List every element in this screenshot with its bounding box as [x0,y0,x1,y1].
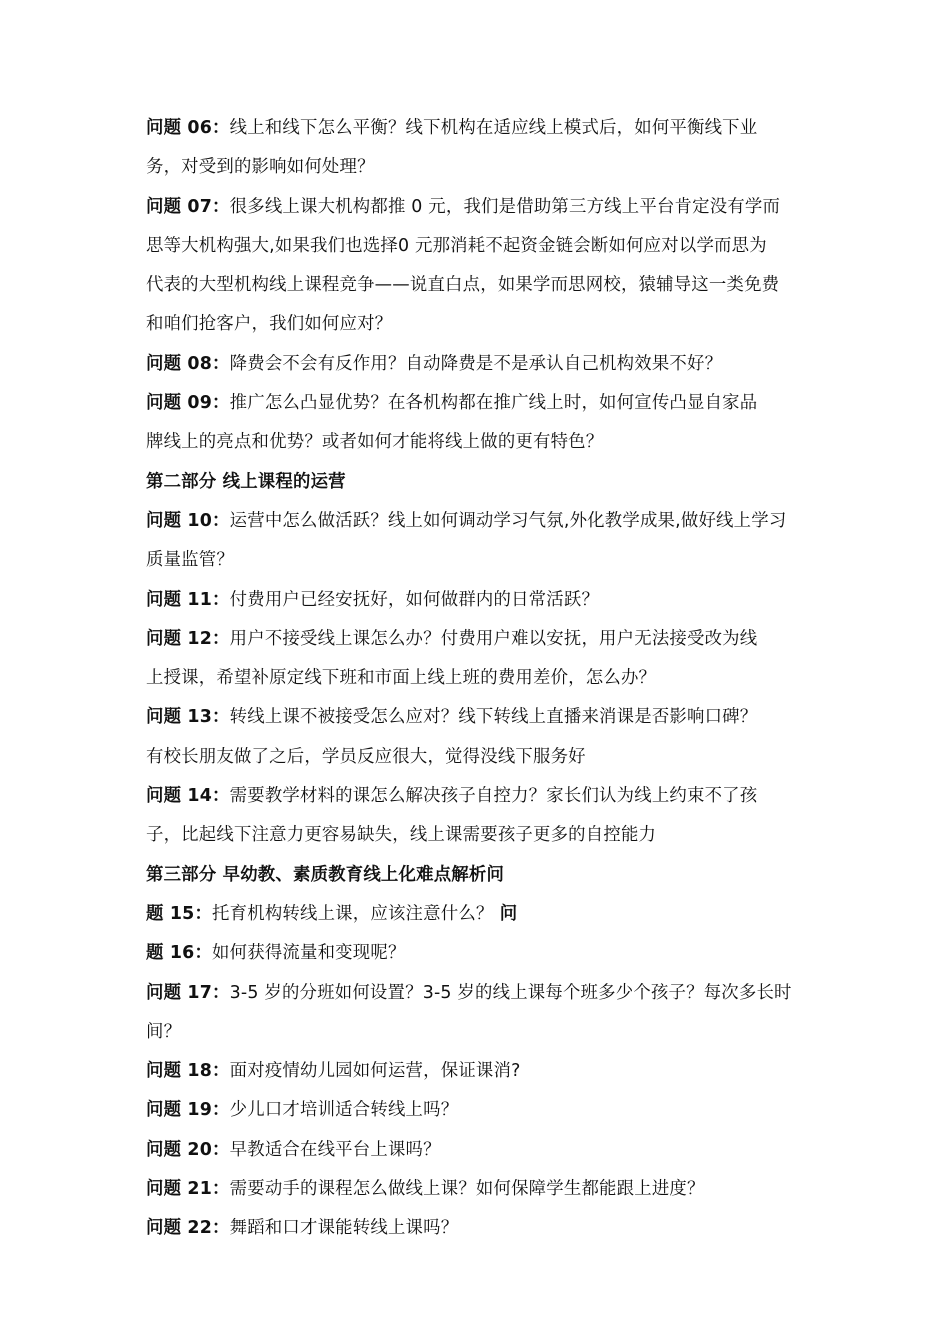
question-text: 付费用户已经安抚好，如何做群内的日常活跃？ [229,589,600,610]
document-body [146,109,846,1249]
question-label: 问题 10： [146,510,230,531]
question-text: 代表的大型机构线上课程竞争——说直白点，如果学而思网校，猿辅导这一类免费 [146,275,780,296]
question-text: 质量监管？ [146,550,234,571]
question-label: 题 15： [146,903,213,924]
question-text: 子，比起线下注意力更容易缺失，线上课需要孩子更多的自控能力 [146,825,657,846]
question-label: 问题 09： [146,393,230,414]
question-text: 推广怎么凸显优势？在各机构都在推广线上时，如何宣传凸显自家品 [229,393,758,414]
text-line [146,1091,846,1130]
question-label: 问题 21： [146,1179,230,1200]
text-line [146,541,846,580]
question-text: 如何获得流量和变现呢？ [212,943,406,964]
text-line [146,934,846,973]
question-text: 面对疫情幼儿园如何运营，保证课消? [229,1061,521,1082]
text-line [146,463,846,502]
question-text: 上授课，希望补原定线下班和市面上线上班的费用差价，怎么办？ [146,668,657,689]
question-text: 早教适合在线平台上课吗？ [229,1139,441,1160]
text-line [146,659,846,698]
question-label: 第三部分 早幼教、素质教育线上化难点解析问 [146,864,505,885]
text-line [146,423,846,462]
question-text: 3-5 岁的分班如何设置？3-5 岁的线上课每个班多少个孩子？每次多长时 [229,982,792,1003]
question-label-tail: 问 [493,903,518,924]
question-label: 问题 22： [146,1218,230,1239]
question-label: 问题 18： [146,1061,230,1082]
question-label: 问题 07： [146,196,230,217]
question-text: 很多线上课大机构都推 0 元，我们是借助第三方线上平台肯定没有学而 [229,196,781,217]
text-line [146,1209,846,1248]
text-line [146,620,846,659]
question-text: 需要教学材料的课怎么解决孩子自控力？家长们认为线上约束不了孩 [229,786,758,807]
question-text: 用户不接受线上课怎么办？付费用户难以安抚，用户无法接受改为线 [229,628,758,649]
question-label: 问题 08： [146,353,230,374]
question-text: 降费会不会有反作用？自动降费是不是承认自己机构效果不好？ [229,353,723,374]
text-line [146,581,846,620]
text-line [146,266,846,305]
question-text: 有校长朋友做了之后，学员反应很大，觉得没线下服务好 [146,746,586,767]
question-label: 问题 11： [146,589,230,610]
question-text: 运营中怎么做活跃？线上如何调动学习气氛,外化教学成果,做好线上学习 [229,510,787,531]
text-line [146,227,846,266]
question-label: 问题 19： [146,1100,230,1121]
question-label: 问题 06： [146,118,230,138]
text-line [146,1131,846,1170]
text-line [146,1170,846,1209]
question-text: 少儿口才培训适合转线上吗？ [229,1100,459,1121]
text-line [146,345,846,384]
question-label: 问题 14： [146,786,230,807]
question-text: 需要动手的课程怎么做线上课？如何保障学生都能跟上进度？ [229,1179,705,1200]
text-line [146,384,846,423]
text-line [146,974,846,1013]
text-line [146,109,846,148]
question-text: 舞蹈和口才课能转线上课吗？ [229,1218,459,1239]
text-line [146,856,846,895]
text-line [146,502,846,541]
question-text: 转线上课不被接受怎么应对？线下转线上直播来消课是否影响口碑？ [229,707,758,728]
question-label: 问题 13： [146,707,230,728]
question-text: 托育机构转线上课，应该注意什么？ [212,903,494,924]
question-label: 问题 20： [146,1139,230,1160]
question-text: 和咱们抢客户，我们如何应对？ [146,314,393,335]
text-line [146,148,846,187]
question-text: 务，对受到的影响如何处理？ [146,157,375,178]
text-line [146,895,846,934]
question-label: 问题 12： [146,628,230,649]
question-text: 牌线上的亮点和优势？或者如何才能将线上做的更有特色？ [146,432,604,453]
text-line [146,738,846,777]
text-line [146,1052,846,1091]
question-text: 线上和线下怎么平衡？线下机构在适应线上模式后，如何平衡线下业 [229,118,758,138]
question-label: 第二部分 线上课程的运营 [146,471,346,492]
text-line [146,1013,846,1052]
text-line [146,777,846,816]
question-text: 思等大机构强大,如果我们也选择0 元那消耗不起资金链会断如何应对以学而思为 [146,235,767,256]
question-label: 问题 17： [146,982,230,1003]
text-line [146,188,846,227]
text-line [146,698,846,737]
text-line [146,816,846,855]
question-text: 间？ [146,1021,182,1042]
text-line [146,305,846,344]
question-label: 题 16： [146,943,213,964]
